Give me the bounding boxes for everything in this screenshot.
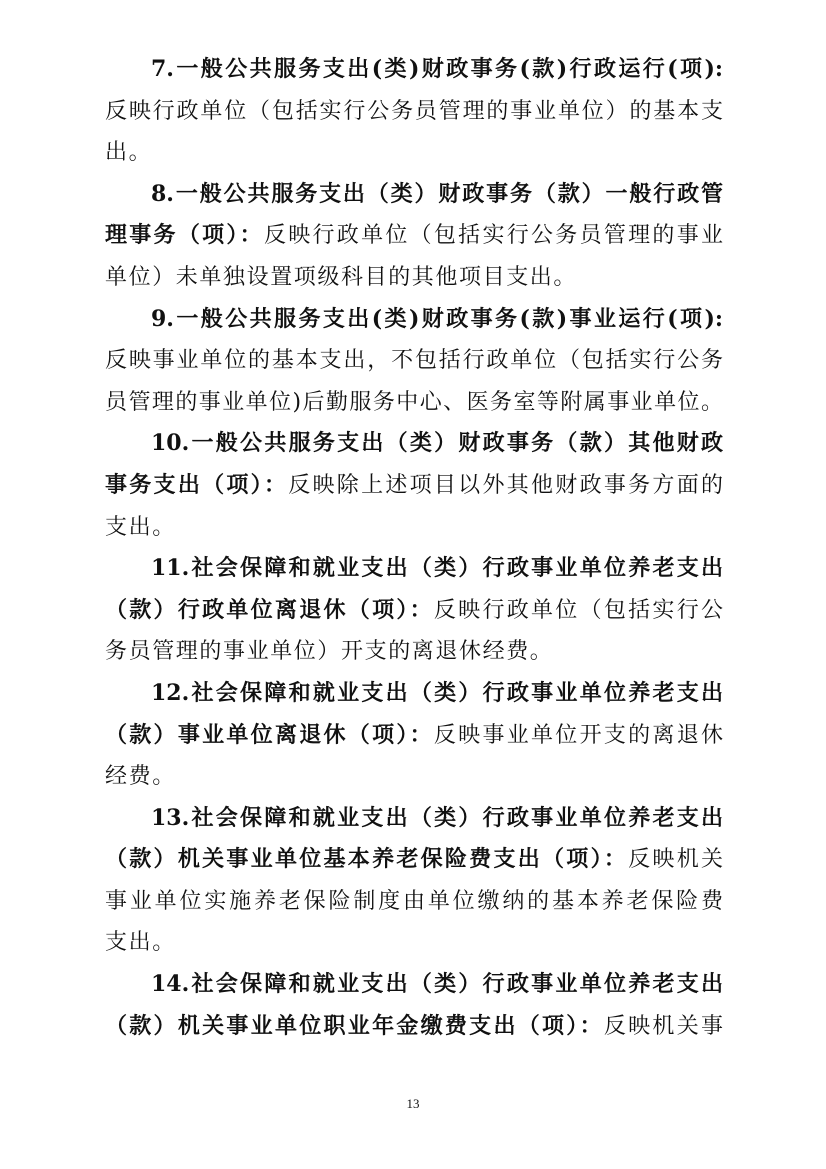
body-text: 反映行政单位（包括实行公务员管理的事业单位）的基本支 [105, 98, 723, 124]
paragraph-heading-line [105, 49, 723, 91]
body-text: 事业单位实施养老保险制度由单位缴纳的基本养老保险费 [105, 888, 723, 914]
bold-heading-text: 13.社会保障和就业支出（类）行政事业单位养老支出 [151, 804, 723, 831]
paragraph-heading-line [105, 423, 723, 465]
text-line [105, 590, 723, 632]
bold-heading-text: （款）行政单位离退休（项）： [105, 596, 434, 623]
bold-heading-text: （款）机关事业单位职业年金缴费支出（项）： [105, 1012, 604, 1039]
paragraph-heading-line [105, 174, 723, 216]
text-line [105, 340, 723, 382]
bold-heading-text: 理事务（项）： [105, 222, 264, 249]
text-line [105, 215, 723, 257]
body-text: 员管理的事业单位)后勤服务中心、医务室等附属事业单位。 [105, 389, 723, 415]
text-line [105, 1006, 723, 1048]
text-line [105, 881, 723, 923]
body-text: 反映行政单位（包括实行公 [433, 597, 723, 623]
bold-heading-text: 7.一般公共服务支出(类)财政事务(款)行政运行(项): [151, 56, 723, 82]
paragraph-heading-line [105, 798, 723, 840]
bold-heading-text: 事务支出（项）： [105, 471, 289, 498]
body-text: 务员管理的事业单位）开支的离退休经费。 [105, 639, 554, 665]
body-text: 单位）未单独设置项级科目的其他项目支出。 [105, 264, 578, 290]
bold-heading-text: 10.一般公共服务支出（类）财政事务（款）其他财政 [151, 430, 723, 457]
paragraph-heading-line [105, 964, 723, 1006]
text-line [105, 756, 723, 798]
text-line [105, 91, 723, 133]
bold-heading-text: 9.一般公共服务支出(类)财政事务(款)事业运行(项): [151, 305, 723, 332]
text-line [105, 132, 723, 174]
body-text: 反映机关事 [603, 1013, 723, 1039]
text-line [105, 715, 723, 757]
paragraph-heading-line [105, 299, 723, 341]
body-text: 支出。 [105, 514, 176, 540]
bold-heading-text: （款）机关事业单位基本养老保险费支出（项）： [105, 846, 629, 873]
body-text: 支出。 [105, 930, 176, 956]
bold-heading-text: 11.社会保障和就业支出（类）行政事业单位养老支出 [151, 555, 723, 582]
body-text: 反映机关 [628, 847, 723, 873]
text-line [105, 631, 723, 673]
body-text: 反映除上述项目以外其他财政事务方面的 [288, 472, 723, 498]
body-text: 经费。 [105, 764, 176, 790]
text-line [105, 507, 723, 549]
text-line [105, 382, 723, 424]
paragraph-heading-line [105, 548, 723, 590]
body-text: 反映事业单位开支的离退休 [433, 722, 723, 748]
bold-heading-text: 8.一般公共服务支出（类）财政事务（款）一般行政管 [151, 180, 723, 207]
body-text: 反映事业单位的基本支出，不包括行政单位（包括实行公务 [105, 348, 723, 374]
page-number: 13 [406, 1096, 420, 1111]
body-text: 出。 [105, 140, 153, 166]
document-body [105, 49, 723, 1047]
bold-heading-text: 14.社会保障和就业支出（类）行政事业单位养老支出 [151, 971, 723, 998]
text-line [105, 922, 723, 964]
bold-heading-text: （款）事业单位离退休（项）： [105, 721, 434, 748]
text-line [105, 257, 723, 299]
text-line [105, 465, 723, 507]
body-text: 反映行政单位（包括实行公务员管理的事业 [263, 223, 723, 249]
text-line [105, 839, 723, 881]
paragraph-heading-line [105, 673, 723, 715]
bold-heading-text: 12.社会保障和就业支出（类）行政事业单位养老支出 [151, 679, 723, 706]
